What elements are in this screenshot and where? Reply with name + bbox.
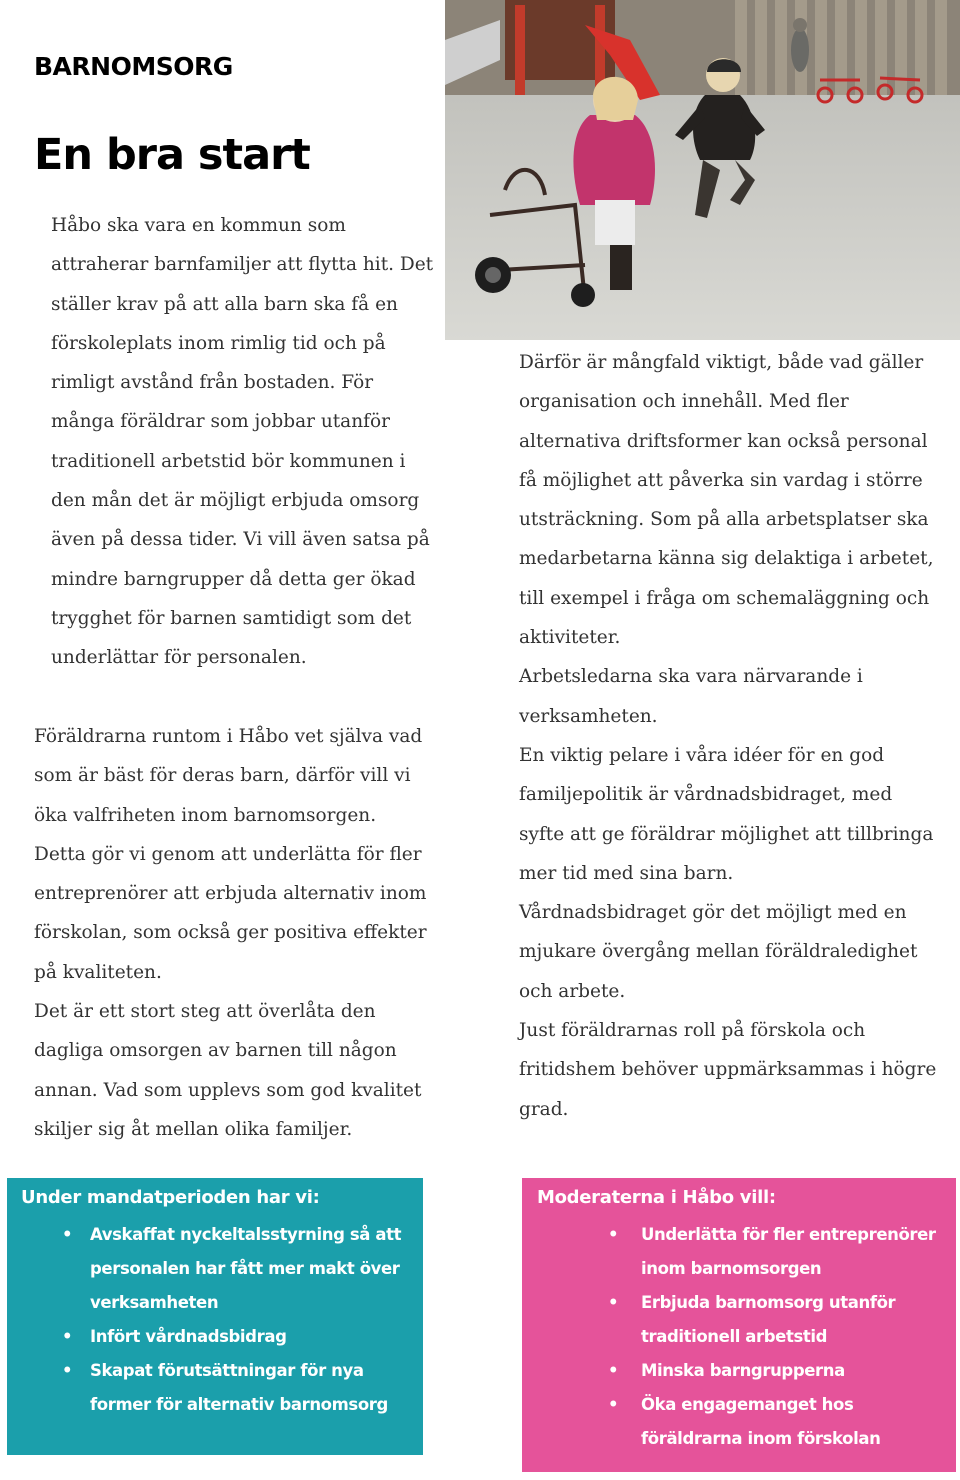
body-paragraph: Arbetsledarna ska vara närvarande i verksamheten.: [519, 666, 863, 727]
list-item: • Skapat förutsättningar för nya former för alternativ barnomsorg: [90, 1354, 420, 1422]
body-paragraph: Det är ett stort steg att överlåta den dagliga omsorgen av barnen till någon annan. Vad som upplevs som god kvalitet skiljer sig åt mellan olika familjer.: [34, 1001, 422, 1140]
body-paragraph: Just föräldrarnas roll på förskola och fritidshem behöver uppmärksammas i högre grad.: [519, 1020, 937, 1120]
goals-list: [641, 1218, 951, 1456]
achievements-box: [7, 1178, 423, 1455]
goals-heading: Moderaterna i Håbo vill:: [537, 1187, 776, 1208]
list-item: • Underlätta för fler entreprenörer inom barnomsorgen: [641, 1218, 951, 1286]
body-paragraph: En viktig pelare i våra idéer för en god familjepolitik är vårdnadsbidraget, med syfte att ge föräldrar möjlighet att tillbringa mer tid med sina barn.: [519, 744, 934, 884]
goals-box: [522, 1178, 956, 1472]
list-item: • Infört vårdnadsbidrag: [90, 1320, 420, 1354]
intro-paragraph: Håbo ska vara en kommun som attraherar barnfamiljer att flytta hit. Det ställer krav på att alla barn ska få en förskoleplats inom rimlig tid och på rimligt avstånd från bostaden. För många föräldrar som jobbar utanför traditionell arbetstid bör kommunen i den mån det är möjligt erbjuda omsorg även på dessa tider. Vi vill även satsa på mindre barngrupper då detta ger ökad trygghet för barnen samtidigt som det underlättar för personalen.: [51, 215, 434, 669]
right-body-column: [519, 343, 939, 1129]
page-title: En bra start: [34, 130, 310, 180]
body-paragraph: Föräldrarna runtom i Håbo vet själva vad som är bäst för deras barn, därför vill vi öka valfriheten inom barnomsorgen.: [34, 726, 423, 826]
achievements-list: [90, 1218, 420, 1422]
list-item: • Öka engagemanget hos föräldrarna inom förskolan: [641, 1388, 951, 1456]
achievements-heading: Under mandatperioden har vi:: [21, 1187, 320, 1208]
body-paragraph: Därför är mångfald viktigt, både vad gäller organisation och innehåll. Med fler alternativa driftsformer kan också personal få möjlighet att påverka sin vardag i större utsträckning. Som på alla arbetsplatser ska medarbetarna känna sig delaktiga i arbetet, till exempel i fråga om schemaläggning och aktiviteter.: [519, 352, 934, 649]
section-kicker: BARNOMSORG: [34, 52, 233, 81]
list-item: • Erbjuda barnomsorg utanför traditionell arbetstid: [641, 1286, 951, 1354]
intro-column: [51, 206, 436, 678]
playground-photo: [445, 0, 960, 340]
body-paragraph: Detta gör vi genom att underlätta för fler entreprenörer att erbjuda alternativ inom förskolan, som också ger positiva effekter på kvaliteten.: [34, 843, 427, 983]
list-item: • Minska barngrupperna: [641, 1354, 951, 1388]
list-item: • Avskaffat nyckeltalsstyrning så att personalen har fått mer makt över verksamheten: [90, 1218, 420, 1320]
body-paragraph: Vårdnadsbidraget gör det möjligt med en mjukare övergång mellan föräldraledighet och arbete.: [519, 902, 918, 1002]
left-body-column: [34, 717, 439, 1149]
